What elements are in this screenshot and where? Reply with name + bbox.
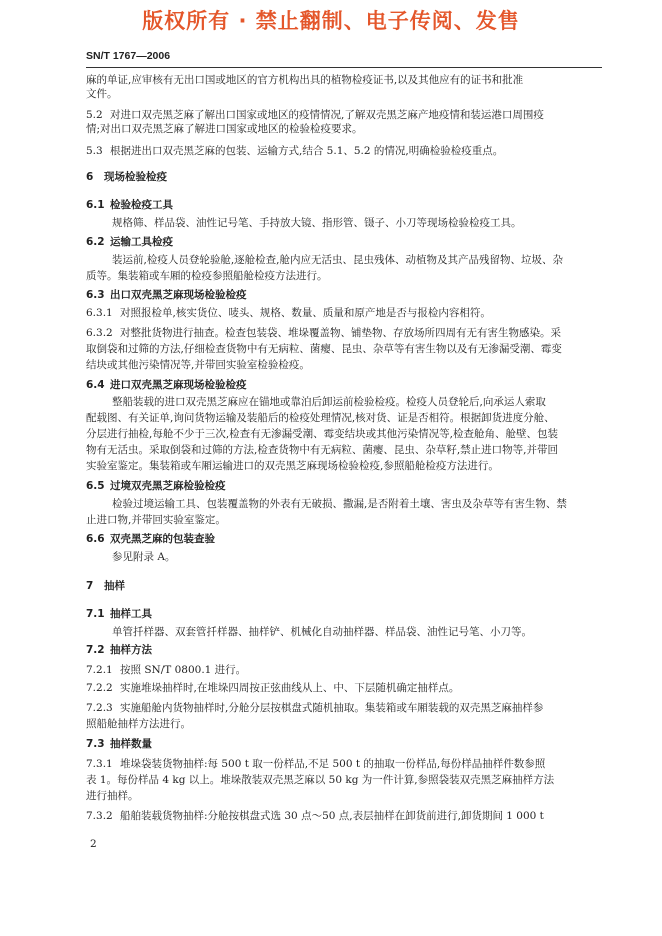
text-line — [86, 427, 558, 441]
page-number: 2 — [90, 838, 97, 850]
clause-text: 检验检疫工具 — [110, 199, 173, 211]
clause-number: 6.1 — [86, 199, 105, 211]
text-line — [86, 411, 555, 425]
clause-text: 船舶装载货物抽样:分舱按棋盘式选 30 点～50 点,表层抽样在卸货前进行,卸货期间 1 000 t — [120, 810, 544, 822]
clause-text: 文件。 — [86, 88, 118, 100]
clause-text: 进行抽样。 — [86, 790, 139, 802]
clause-text: 装运前,检疫人员登轮验舱,逐舱检查,舱内应无活虫、昆虫残体、动植物及其产品残留物、垃圾、杂 — [112, 254, 564, 266]
clause-text: 现场检验检疫 — [104, 171, 167, 183]
text-line — [86, 108, 544, 122]
clause-number: 6.6 — [86, 533, 105, 545]
text-line — [86, 269, 328, 283]
clause-text: 对进口双壳黑芝麻了解出口国家或地区的疫情情况,了解双壳黑芝麻产地疫情和装运港口周围疫 — [110, 109, 544, 121]
clause-number: 6 — [86, 171, 94, 183]
text-line — [86, 773, 554, 787]
text-line — [86, 809, 544, 823]
clause-text: 表 1。每份样品 4 kg 以上。堆垛散装双壳黑芝麻以 50 kg 为一件计算,参照袋装双壳黑芝麻抽样方法 — [86, 774, 555, 786]
clause-text: 实施船舱内货物抽样时,分舱分层按棋盘式随机抽取。集装箱或车厢装载的双壳黑芝麻抽样参 — [120, 702, 544, 714]
clause-text: 结块或其他污染情况等,并带回实验室检验检疫。 — [86, 359, 310, 371]
clause-text: 进口双壳黑芝麻现场检验检疫 — [110, 379, 247, 391]
clause-text: 实验室鉴定。集装箱或车厢运输进口的双壳黑芝麻现场检验检疫,参照船舱检疫方法进行。 — [86, 460, 499, 472]
text-line — [86, 144, 503, 158]
text-line — [112, 550, 175, 564]
clause-number: 7.3.1 — [86, 758, 113, 770]
text-line — [86, 459, 499, 473]
clause-number: 7.1 — [86, 608, 105, 620]
text-line — [86, 122, 363, 136]
section-heading — [86, 643, 152, 657]
clause-number: 7.2.3 — [86, 702, 113, 714]
text-line — [86, 87, 118, 101]
clause-text: 抽样 — [104, 580, 125, 592]
clause-text: 运输工具检疫 — [110, 236, 173, 248]
text-line — [86, 701, 543, 715]
clause-text: 麻的单证,应审核有无出口国或地区的官方机构出具的植物检疫证书,以及其他应有的证书和批准 — [86, 74, 524, 86]
text-line — [86, 73, 523, 87]
section-heading — [86, 378, 247, 392]
clause-number: 6.2 — [86, 236, 105, 248]
text-line — [112, 395, 546, 409]
clause-text: 抽样数量 — [110, 738, 152, 750]
clause-number: 6.3.1 — [86, 307, 113, 319]
clause-text: 配载图、有关证单,询问货物运输及装船后的检疫处理情况,核对货、证是否相符。根据卸货进度分舱、 — [86, 412, 555, 424]
standard-number: SN/T 1767—2006 — [86, 50, 171, 62]
section-heading — [86, 607, 152, 621]
clause-text: 整船装载的进口双壳黑芝麻应在锚地或靠泊后卸运前检验检疫。检疫人员登轮后,向承运人索取 — [112, 396, 546, 408]
text-line — [86, 717, 191, 731]
clause-text: 抽样工具 — [110, 608, 152, 620]
text-line — [86, 757, 545, 771]
clause-text: 参见附录 A。 — [112, 551, 176, 563]
clause-text: 实施堆垛抽样时,在堆垛四周按正弦曲线从上、中、下层随机确定抽样点。 — [120, 682, 460, 694]
clause-text: 规格筛、样品袋、油性记号笔、手持放大镜、指形管、镊子、小刀等现场检验检疫工具。 — [112, 217, 522, 229]
clause-text: 单管扦样器、双套管扦样器、抽样铲、机械化自动抽样器、样品袋、油性记号笔、小刀等。 — [112, 626, 532, 638]
clause-text: 物有无活虫。采取倒袋和过筛的方法,检查货物中有无病粒、菌瘿、昆虫、杂草籽,禁止进口物等,并带回 — [86, 444, 559, 456]
header-rule — [86, 67, 602, 68]
text-line — [112, 497, 567, 511]
clause-number: 7.2.2 — [86, 682, 113, 694]
clause-number: 5.2 — [86, 109, 103, 121]
text-line — [86, 681, 459, 695]
clause-text: 过境双壳黑芝麻检验检疫 — [110, 480, 226, 492]
clause-number: 7.3 — [86, 738, 105, 750]
section-heading — [86, 737, 152, 751]
copyright-banner: 版权所有 · 禁止翻制、电子传阅、发售 — [142, 9, 520, 33]
clause-text: 堆垛袋装货物抽样:每 500 t 取一份样品,不足 500 t 的抽取一份样品,每份样品抽样件数参照 — [120, 758, 546, 770]
section-heading — [86, 198, 173, 212]
clause-text: 对整批货物进行抽查。检查包装袋、堆垛覆盖物、铺垫物、存放场所四周有无有害生物感染。采 — [120, 327, 561, 339]
section-heading — [86, 532, 215, 546]
clause-text: 分层进行抽检,每舱不少于三次,检查有无渗漏受潮、霉变结块或其他污染情况等,检查舱角、舱壁、包装 — [86, 428, 559, 440]
text-line — [86, 663, 246, 677]
clause-text: 止进口物,并带回实验室鉴定。 — [86, 514, 226, 526]
clause-text: 出口双壳黑芝麻现场检验检疫 — [110, 289, 247, 301]
text-line — [112, 253, 563, 267]
clause-text: 质等。集装箱或车厢的检疫参照船舱检疫方法进行。 — [86, 270, 328, 282]
clause-text: 抽样方法 — [110, 644, 152, 656]
clause-text: 根据进出口双壳黑芝麻的包装、运输方式,结合 5.1、5.2 的情况,明确检验检疫重点。 — [110, 145, 504, 157]
text-line — [86, 513, 226, 527]
section-heading — [86, 479, 226, 493]
clause-number: 7 — [86, 580, 94, 592]
text-line — [112, 625, 532, 639]
text-line — [86, 789, 139, 803]
clause-text: 对照报检单,核实货位、唛头、规格、数量、质量和原产地是否与报检内容相符。 — [120, 307, 491, 319]
clause-number: 6.3 — [86, 289, 105, 301]
text-line — [86, 358, 310, 372]
text-line — [86, 342, 562, 356]
text-line — [86, 326, 561, 340]
clause-number: 6.5 — [86, 480, 105, 492]
section-heading — [86, 288, 247, 302]
clause-number: 7.3.2 — [86, 810, 113, 822]
section-heading — [86, 170, 167, 184]
clause-number: 5.3 — [86, 145, 103, 157]
clause-text: 情;对出口双壳黑芝麻了解进口国家或地区的检验检疫要求。 — [86, 123, 363, 135]
section-heading — [86, 235, 173, 249]
text-line — [86, 306, 491, 320]
clause-number: 7.2.1 — [86, 664, 113, 676]
clause-number: 7.2 — [86, 644, 105, 656]
text-line — [112, 216, 522, 230]
section-heading — [86, 579, 125, 593]
clause-number: 6.3.2 — [86, 327, 113, 339]
clause-text: 照船舱抽样方法进行。 — [86, 718, 191, 730]
clause-text: 取倒袋和过筛的方法,仔细检查货物中有无病粒、菌瘿、昆虫、杂草等有害生物以及有无渗漏受潮、霉变 — [86, 343, 562, 355]
clause-number: 6.4 — [86, 379, 105, 391]
clause-text: 双壳黑芝麻的包装查验 — [110, 533, 215, 545]
clause-text: 按照 SN/T 0800.1 进行。 — [120, 664, 247, 676]
text-line — [86, 443, 558, 457]
clause-text: 检验过境运输工具、包装覆盖物的外表有无破损、撒漏,是否附着土壤、害虫及杂草等有害生物、禁 — [112, 498, 567, 510]
